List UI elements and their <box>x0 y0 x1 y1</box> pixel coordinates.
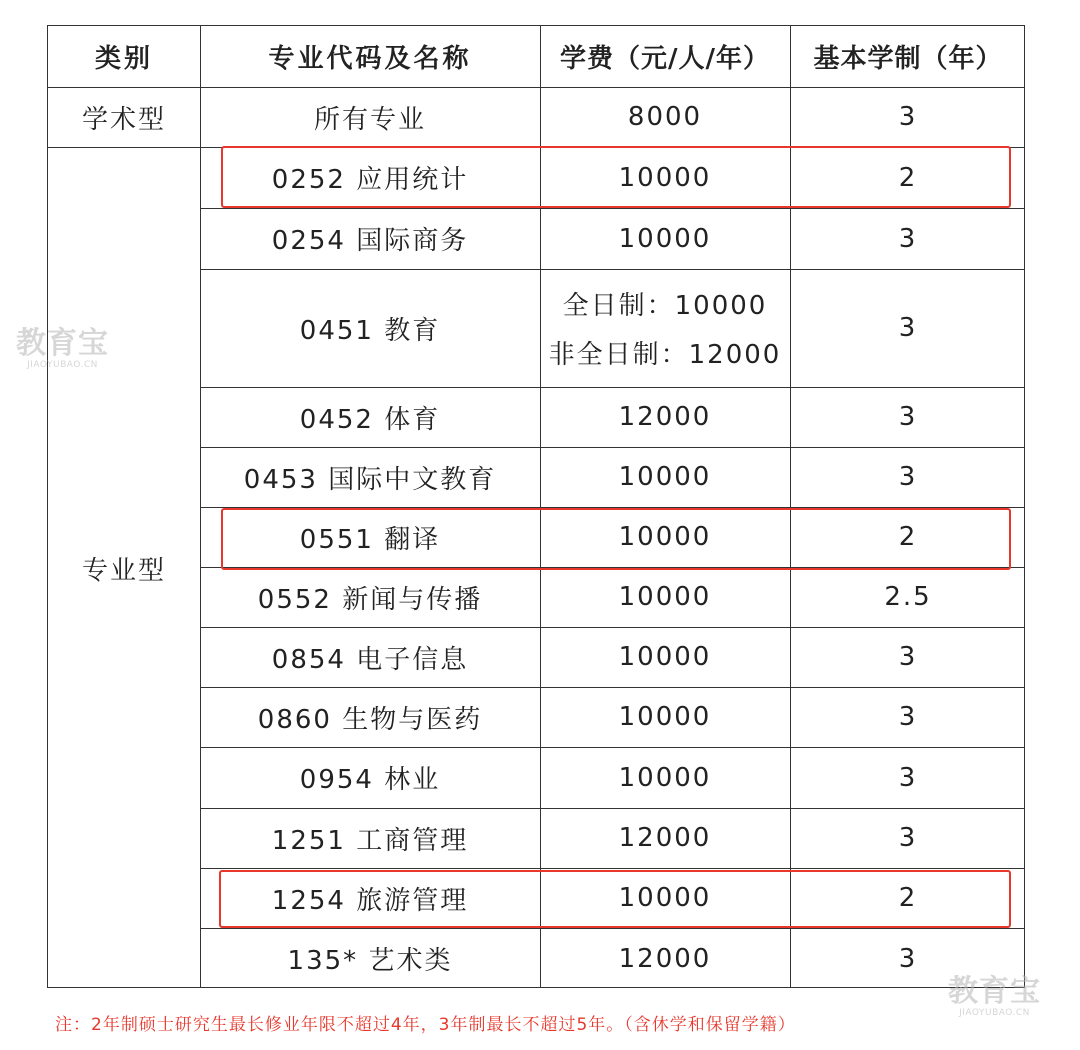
duration-cell: 3 <box>898 223 918 254</box>
duration-cell: 2 <box>898 883 918 913</box>
major-cell: 1254 旅游管理 <box>271 885 469 916</box>
duration-cell: 3 <box>898 402 918 432</box>
major-cell: 0954 林业 <box>299 765 441 795</box>
fee-cell-multi <box>540 269 790 387</box>
watermark-url: JIAOYUBAO.CN <box>959 1008 1030 1018</box>
highlight-box-tourism-management <box>219 870 1011 928</box>
watermark-text: 教育宝 <box>16 326 109 361</box>
duration-cell: 3 <box>898 642 918 672</box>
major-cell: 0453 国际中文教育 <box>243 464 497 495</box>
duration-cell: 2.5 <box>884 582 932 612</box>
major-cell: 0452 体育 <box>299 404 441 435</box>
watermark-url: JIAOYUBAO.CN <box>27 360 98 370</box>
header-duration: 基本学制（年） <box>813 44 1003 74</box>
major-cell: 0254 国际商务 <box>271 226 469 256</box>
major-cell: 0552 新闻与传播 <box>257 584 483 615</box>
duration-cell: 2 <box>898 522 918 552</box>
header-major: 专业代码及名称 <box>268 44 472 74</box>
fee-cell: 8000 <box>627 102 703 132</box>
duration-cell: 3 <box>898 762 918 793</box>
duration-cell: 2 <box>898 162 918 193</box>
category-academic: 学术型 <box>81 104 166 135</box>
fee-cell: 12000 <box>618 823 712 853</box>
watermark-text: 教育宝 <box>948 974 1041 1009</box>
major-cell: 0551 翻译 <box>299 524 441 555</box>
major-cell: 1251 工商管理 <box>271 825 469 856</box>
fee-cell: 12000 <box>618 943 712 974</box>
fee-fulltime: 全日制：10000 <box>562 291 768 321</box>
header-fee: 学费（元/人/年） <box>560 44 770 74</box>
highlight-box-translation <box>221 508 1011 570</box>
major-cell: 所有专业 <box>313 104 426 135</box>
highlight-box-applied-statistics <box>221 146 1011 208</box>
fee-parttime: 非全日制：12000 <box>548 340 782 370</box>
major-cell: 0860 生物与医药 <box>257 704 483 735</box>
fee-cell: 10000 <box>618 883 712 913</box>
major-cell: 0854 电子信息 <box>271 644 469 675</box>
watermark-logo <box>16 328 109 370</box>
duration-cell: 3 <box>898 102 918 132</box>
fee-cell: 10000 <box>618 462 712 492</box>
major-cell: 0451 教育 <box>299 315 441 346</box>
fee-cell: 10000 <box>618 642 712 672</box>
fee-cell: 10000 <box>618 522 712 552</box>
duration-cell: 3 <box>898 943 918 974</box>
duration-cell: 3 <box>898 462 918 492</box>
duration-cell: 3 <box>898 313 918 343</box>
category-professional: 专业型 <box>81 555 166 586</box>
footnote: 注：2年制硕士研究生最长修业年限不超过4年，3年制最长不超过5年。（含休学和保留学籍） <box>55 1015 796 1035</box>
fee-cell: 10000 <box>618 762 712 793</box>
duration-cell: 3 <box>898 702 918 732</box>
watermark-logo <box>948 976 1041 1018</box>
duration-cell: 3 <box>898 823 918 853</box>
major-cell: 135* 艺术类 <box>287 946 453 976</box>
fee-cell: 10000 <box>618 702 712 732</box>
header-category: 类别 <box>94 44 153 74</box>
major-cell: 0252 应用统计 <box>271 165 469 195</box>
fee-cell: 10000 <box>618 223 712 254</box>
fee-cell: 12000 <box>618 402 712 432</box>
fee-cell: 10000 <box>618 582 712 612</box>
fee-cell: 10000 <box>618 162 712 193</box>
